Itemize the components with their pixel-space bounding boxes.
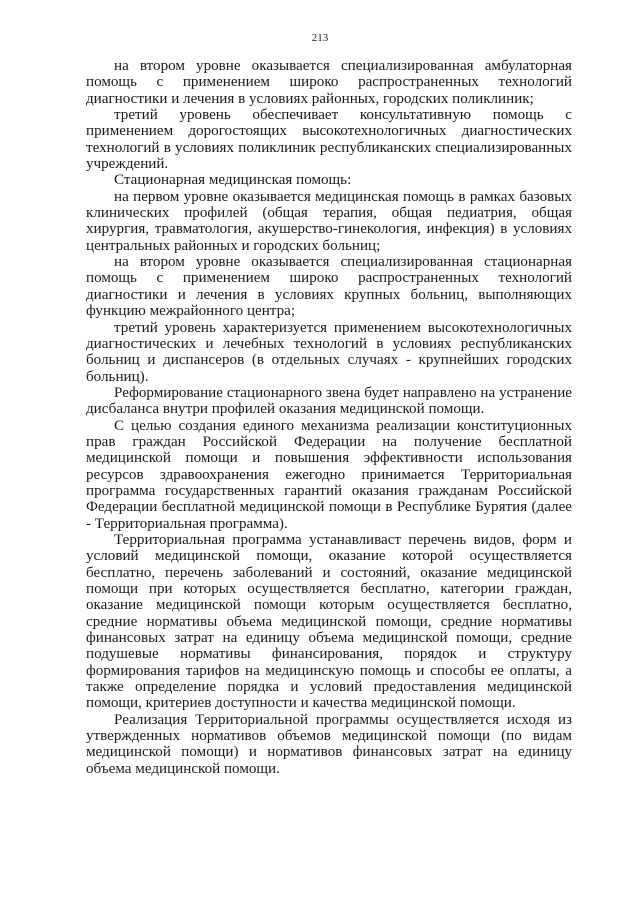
paragraph-inpatient-first-level: на первом уровне оказывается медицинская помощь в рамках базовых клинических профилей (общая терапия, общая педиатрия, общая хирургия, травматология, акушерство-гинекология, инфекция) в условиях центральных районных и городских больниц;	[86, 188, 572, 254]
paragraph-reform: Реформирование стационарного звена будет направлено на устранение дисбаланса внутри профилей оказания медицинской помощи.	[86, 384, 572, 418]
paragraph-inpatient-second-level: на втором уровне оказывается специализированная стационарная помощь с применением широко распространенных технологий диагностики и лечения в условиях крупных больниц, выполняющих функцию межрайонного центра;	[86, 254, 572, 320]
paragraph-territorial-program-purpose: С целью создания единого механизма реализации конституционных прав граждан Российской Федерации на получение бесплатной медицинской помощи и повышения эффективности использования ресурсов здравоохранения ежегодно принимается Территориальная программа государственных гарантий оказания гражданам Российской Федерации бесплатной медицинской помощи в Республике Бурятия (далее - Территориальная программа).	[86, 417, 572, 532]
page-number: 213	[311, 32, 329, 44]
paragraph-territorial-program-implementation: Реализация Территориальной программы осуществляется исходя из утвержденных нормативов объемов медицинской помощи (по видам медицинской помощи) и нормативов финансовых затрат на единицу объема медицинской помощи.	[86, 711, 572, 777]
paragraph-inpatient-heading: Стационарная медицинская помощь:	[114, 172, 352, 189]
paragraph-inpatient-third-level: третий уровень характеризуется применением высокотехнологичных диагностических и лечебных технологий в условиях республиканских больниц и диспансеров (в отдельных случаях - крупнейших городских больниц).	[86, 319, 572, 385]
paragraph-outpatient-third-level: третий уровень обеспечивает консультативную помощь с применением дорогостоящих высокотехнологичных диагностических технологий в условиях поликлиник республиканских специализированных учреждений.	[86, 107, 572, 173]
paragraph-territorial-program-scope: Территориальная программа устанавливаст перечень видов, форм и условий медицинской помощи, оказание которой осуществляется бесплатно, перечень заболеваний и состояний, оказание медицинской помощи при которых осуществляется бесплатно, категории граждан, оказание медицинской помощи которым осуществляется бесплатно, средние нормативы объема медицинской помощи, средние нормативы финансовых затрат на единицу объема медицинской помощи, средние подушевые нормативы финансирования, порядок и структуру формирования тарифов на медицинскую помощь и способы ее оплаты, а также определение порядка и условий предоставления медицинской помощи, критериев доступности и качества медицинской помощи.	[86, 531, 572, 712]
body-text	[86, 58, 572, 777]
paragraph-outpatient-second-level: на втором уровне оказывается специализированная амбулаторная помощь с применением широко распространенных технологий диагностики и лечения в условиях районных, городских поликлиник;	[86, 58, 572, 107]
